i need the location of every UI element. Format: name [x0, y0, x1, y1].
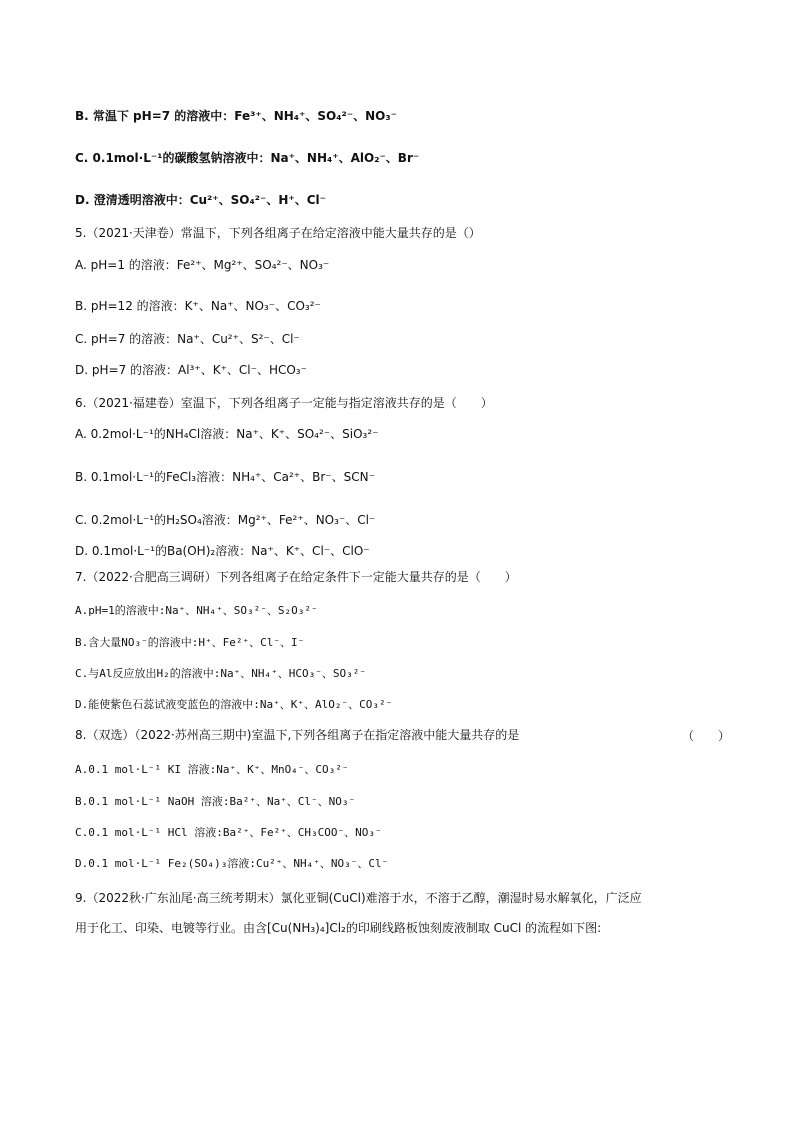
q4-option-b: B. 常温下 pH=7 的溶液中：Fe³⁺、NH₄⁺、SO₄²⁻、NO₃⁻	[75, 109, 397, 123]
q7-option-c: C.与Al反应放出H₂的溶液中:Na⁺、NH₄⁺、HCO₃⁻、SO₃²⁻	[75, 667, 366, 680]
q8-stem: 8.（双选）（2022·苏州高三期中)室温下,下列各组离子在指定溶液中能大量共存的是	[75, 728, 520, 742]
q7-option-a: A.pH=1的溶液中:Na⁺、NH₄⁺、SO₃²⁻、S₂O₃²⁻	[75, 604, 318, 617]
q6-option-d: D. 0.1mol·L⁻¹的Ba(OH)₂溶液：Na⁺、K⁺、Cl⁻、ClO⁻	[75, 544, 370, 558]
q5-option-d: D. pH=7 的溶液：Al³⁺、K⁺、Cl⁻、HCO₃⁻	[75, 363, 307, 377]
q6-stem: 6.（2021·福建卷）室温下，下列各组离子一定能与指定溶液共存的是（ ）	[75, 396, 493, 410]
q6-option-b: B. 0.1mol·L⁻¹的FeCl₃溶液：NH₄⁺、Ca²⁺、Br⁻、SCN⁻	[75, 470, 375, 484]
q5-option-b: B. pH=12 的溶液：K⁺、Na⁺、NO₃⁻、CO₃²⁻	[75, 299, 321, 313]
q8-answer-paren: （ ）	[682, 729, 731, 743]
q7-option-b: B.含大量NO₃⁻的溶液中:H⁺、Fe²⁺、Cl⁻、I⁻	[75, 636, 305, 649]
q5-stem: 5.（2021·天津卷）常温下，下列各组离子在给定溶液中能大量共存的是（）	[75, 226, 481, 240]
q8-option-b: B.0.1 mol·L⁻¹ NaOH 溶液:Ba²⁺、Na⁺、Cl⁻、NO₃⁻	[75, 795, 356, 808]
q6-option-a: A. 0.2mol·L⁻¹的NH₄Cl溶液：Na⁺、K⁺、SO₄²⁻、SiO₃²⁻	[75, 427, 379, 441]
q5-option-c: C. pH=7 的溶液：Na⁺、Cu²⁺、S²⁻、Cl⁻	[75, 332, 300, 346]
q8-option-d: D.0.1 mol·L⁻¹ Fe₂(SO₄)₃溶液:Cu²⁺、NH₄⁺、NO₃⁻、Cl⁻	[75, 857, 389, 870]
q6-option-c: C. 0.2mol·L⁻¹的H₂SO₄溶液：Mg²⁺、Fe²⁺、NO₃⁻、Cl⁻	[75, 513, 376, 527]
q8-option-c: C.0.1 mol·L⁻¹ HCl 溶液:Ba²⁺、Fe²⁺、CH₃COO⁻、NO₃⁻	[75, 826, 382, 839]
q9-line-2: 用于化工、印染、电镀等行业。由含[Cu(NH₃)₄]Cl₂的印刷线路板蚀刻废液制取 CuCl 的流程如下图:	[75, 921, 602, 935]
q4-option-c: C. 0.1mol·L⁻¹的碳酸氢钠溶液中：Na⁺、NH₄⁺、AlO₂⁻、Br⁻	[75, 151, 420, 165]
q7-stem: 7.（2022·合肥高三调研）下列各组离子在给定条件下一定能大量共存的是（ ）	[75, 570, 517, 584]
q8-option-a: A.0.1 mol·L⁻¹ KI 溶液:Na⁺、K⁺、MnO₄⁻、CO₃²⁻	[75, 763, 349, 776]
q7-option-d: D.能使紫色石蕊试液变蓝色的溶液中:Na⁺、K⁺、AlO₂⁻、CO₃²⁻	[75, 698, 393, 711]
q5-option-a: A. pH=1 的溶液：Fe²⁺、Mg²⁺、SO₄²⁻、NO₃⁻	[75, 258, 330, 272]
q4-option-d: D. 澄清透明溶液中：Cu²⁺、SO₄²⁻、H⁺、Cl⁻	[75, 193, 326, 207]
q9-line-1: 9.（2022秋·广东汕尾·高三统考期末）氯化亚铜(CuCl)难溶于水，不溶于乙醇，潮湿时易水解氧化，广泛应	[75, 891, 642, 905]
